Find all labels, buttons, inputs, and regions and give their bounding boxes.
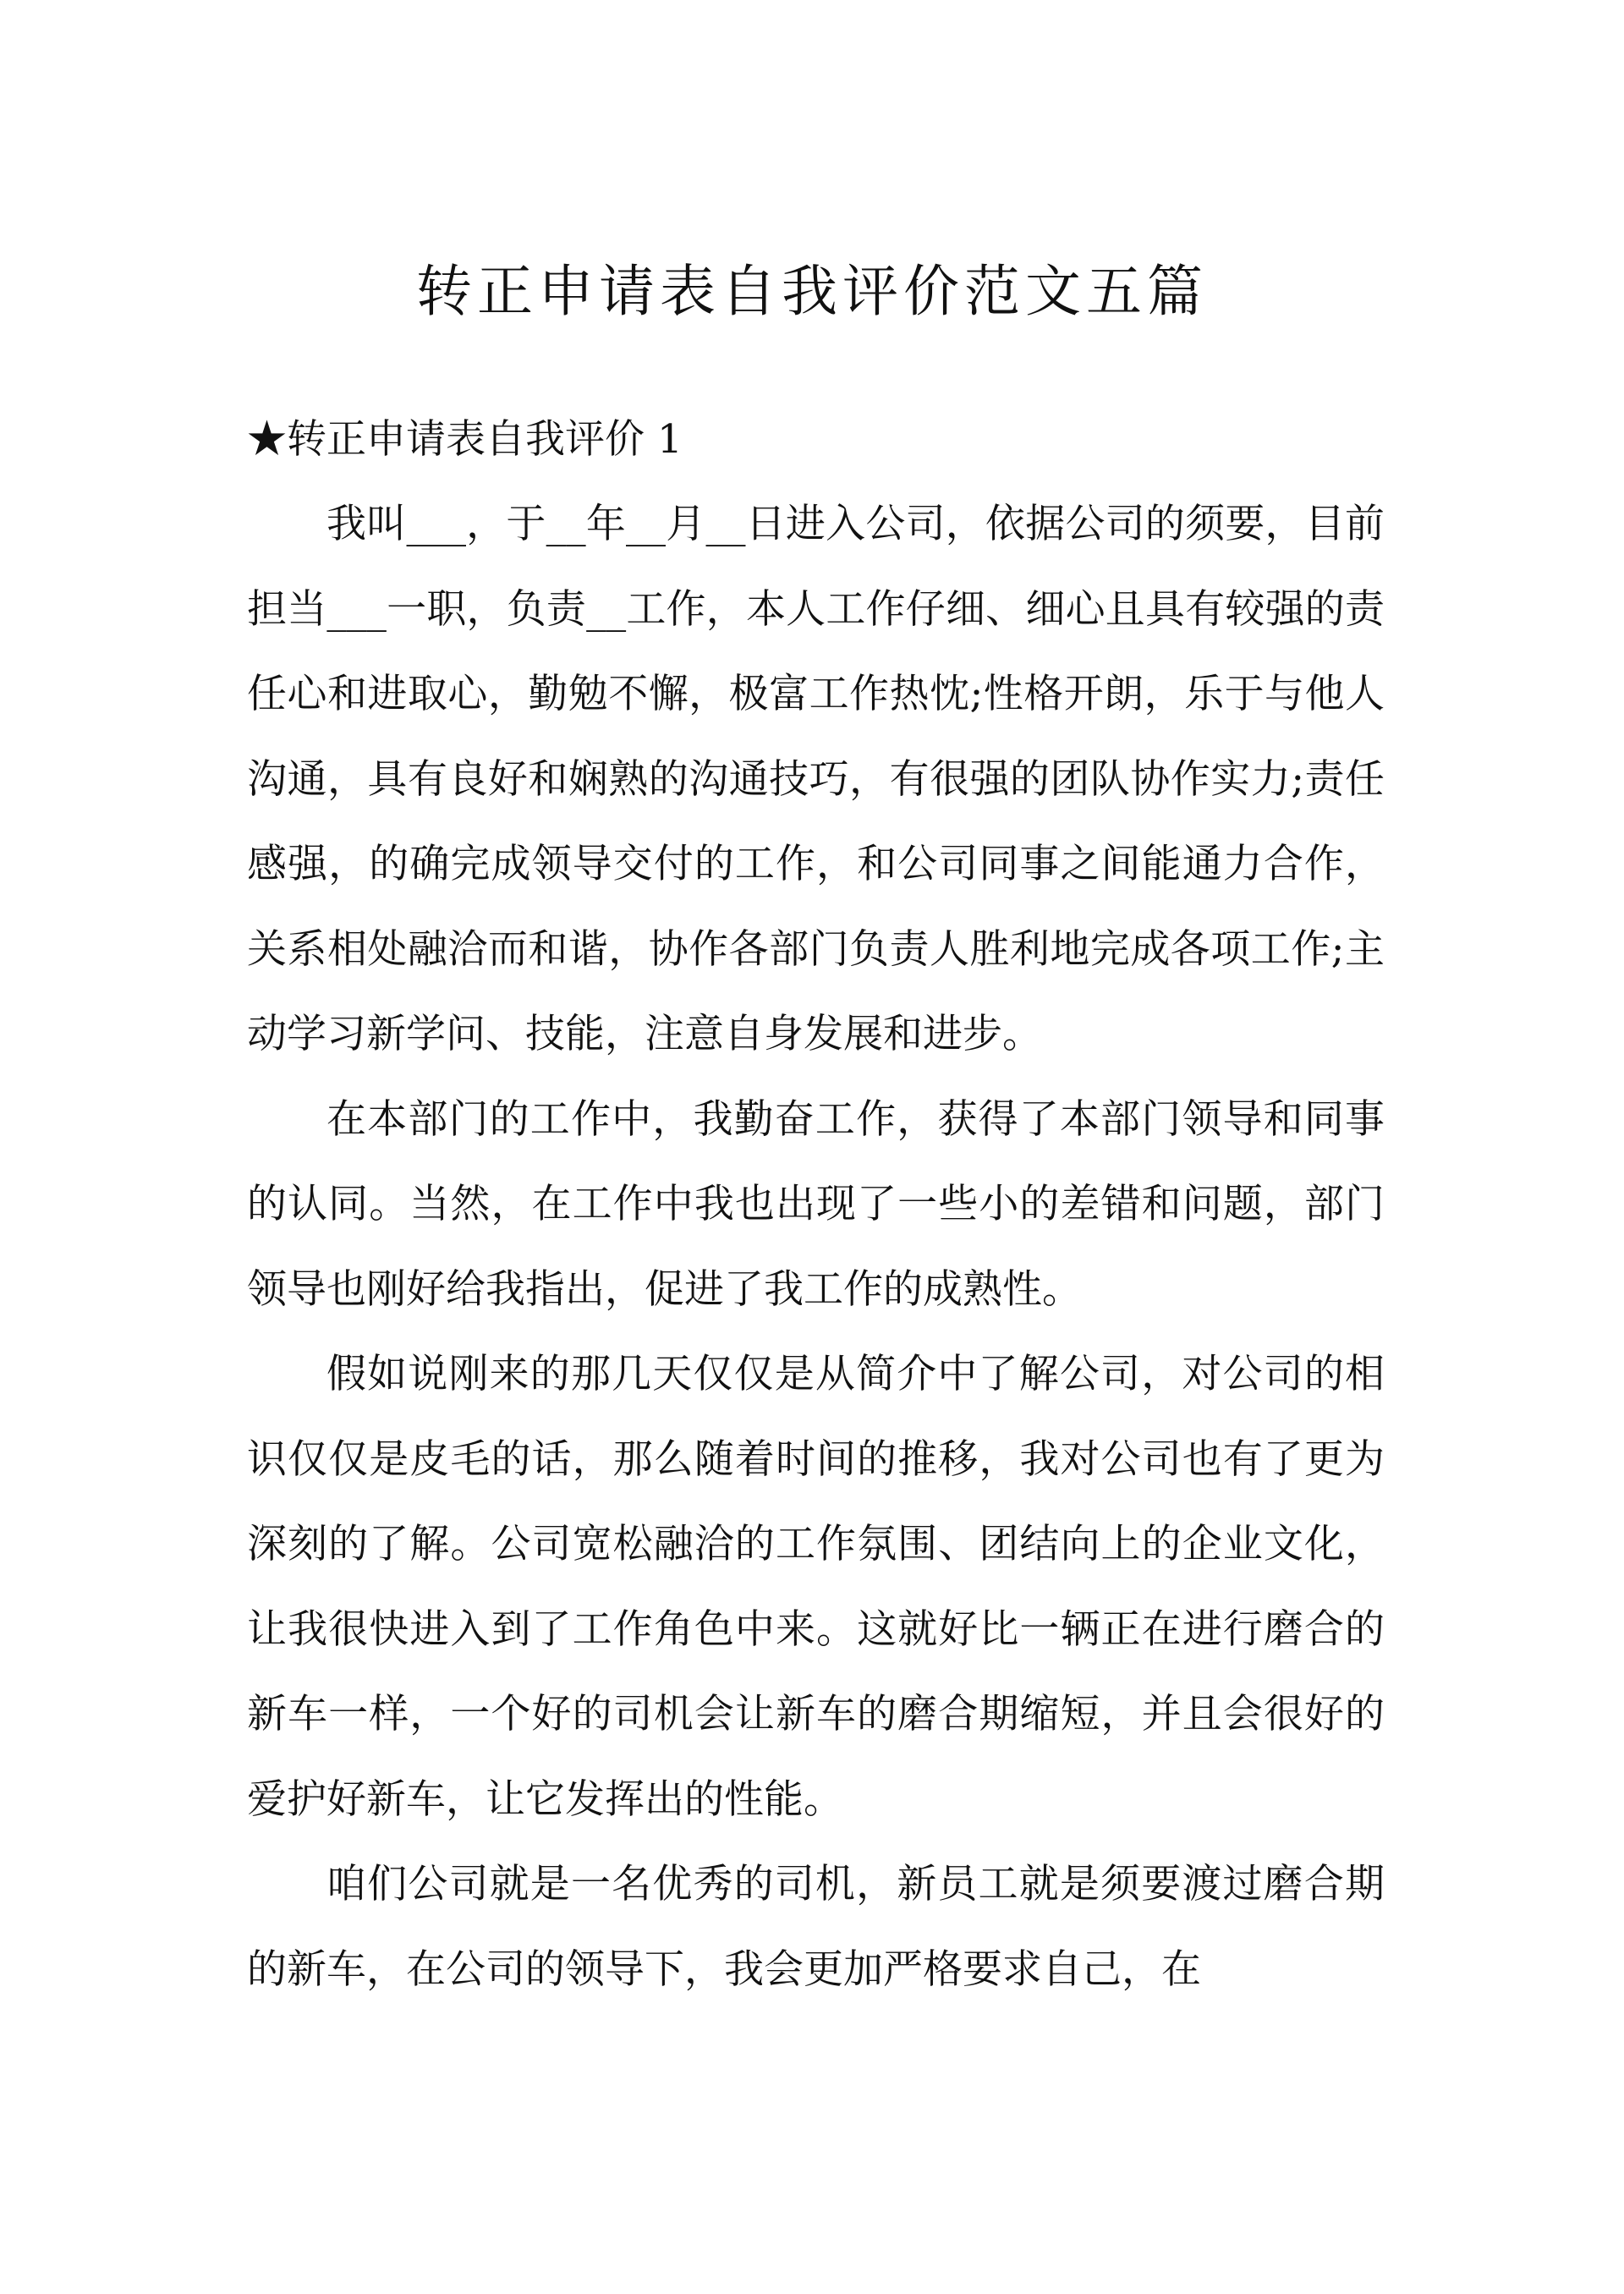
paragraph-1: 我叫___，于__年__月__日进入公司，依据公司的须要，目前担当___一职，负责__工作，本人工作仔细、细心且具有较强的责任心和进取心，勤勉不懈，极富工作热忱;性格开朗，乐于与他人沟通，具有良好和娴熟的沟通技巧，有很强的团队协作实力;责任感强，的确完成领导交付的工作，和公司同事之间能通力合作，关系相处融洽而和谐，协作各部门负责人胜利地完成各项工作;主动学习新学问、技能，注意自身发展和进步。 (247, 501, 1385, 1057)
section-heading: ★转正申请表自我评价 1 (247, 416, 683, 463)
paragraph-4: 咱们公司就是一名优秀的司机，新员工就是须要渡过磨合期的新车，在公司的领导下，我会更加严格要求自己，在 (247, 1861, 1385, 1993)
paragraph-2: 在本部门的工作中，我勤奋工作，获得了本部门领导和同事的认同。当然，在工作中我也出现了一些小的差错和问题，部门领导也刚好给我指出，促进了我工作的成熟性。 (247, 1095, 1385, 1313)
document-body (247, 398, 1385, 2012)
paragraph-3: 假如说刚来的那几天仅仅是从简介中了解公司，对公司的相识仅仅是皮毛的话，那么随着时间的推移，我对公司也有了更为深刻的了解。公司宽松融洽的工作氛围、团结向上的企业文化，让我很快进入到了工作角色中来。这就好比一辆正在进行磨合的新车一样，一个好的司机会让新车的磨合期缩短，并且会很好的爱护好新车，让它发挥出的性能。 (247, 1351, 1385, 1823)
document-title: 转正申请表自我评价范文五篇 (416, 259, 1208, 324)
